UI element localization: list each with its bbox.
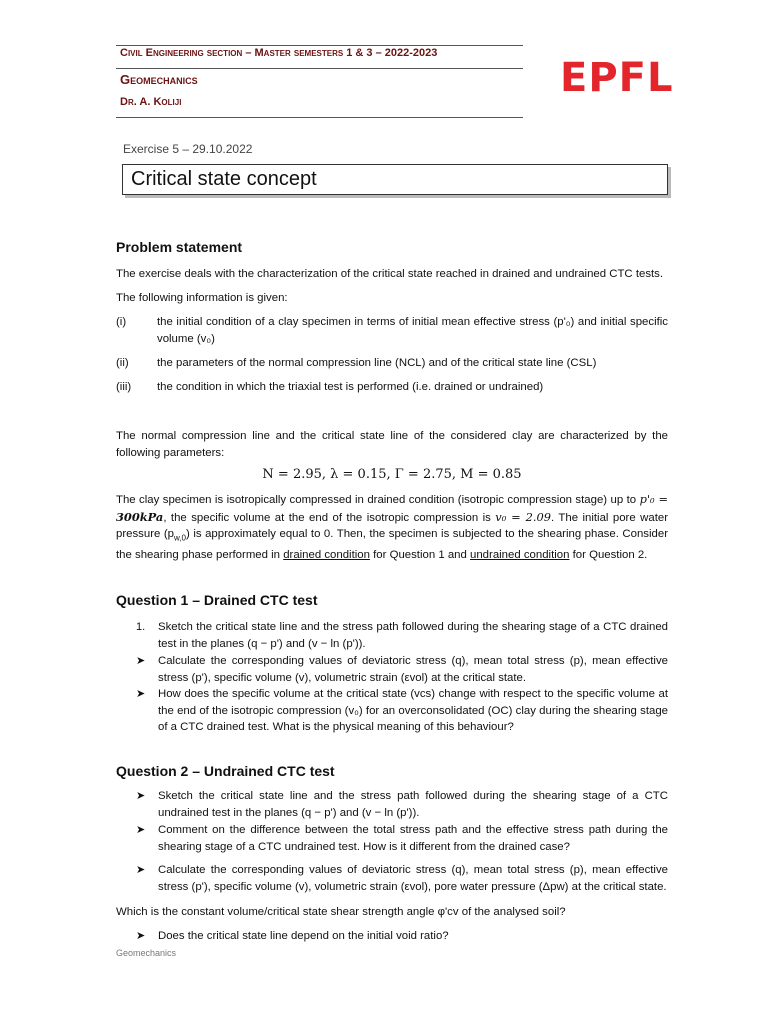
header-rule-3	[116, 117, 523, 118]
shear-angle-question: Which is the constant volume/critical state shear strength angle φ'cv of the analysed soil?	[116, 906, 566, 918]
given-item-iii	[116, 379, 668, 397]
problem-heading: Problem statement	[116, 239, 243, 255]
q2-item-4	[116, 928, 668, 946]
arrow-bullet-icon: ➤	[136, 790, 146, 802]
arrow-bullet-icon: ➤	[136, 930, 146, 942]
q1-item-3	[116, 686, 668, 736]
q1-item-1	[116, 619, 668, 653]
arrow-bullet-icon: ➤	[136, 864, 146, 876]
item-label: (ii)	[116, 357, 129, 369]
intro-paragraph-2: The following information is given:	[116, 292, 288, 304]
lecturer-name: Dr. A. Koliji	[120, 96, 182, 108]
arrow-bullet-icon: ➤	[136, 688, 146, 700]
item-text: Calculate the corresponding values of deviatoric stress (q), mean total stress (p), mean effective stress (p'), specific volume (v), volumetric strain (εvol), pore water pressure (Δpw) at the critical state.	[158, 864, 668, 893]
parameters-equation: N = 2.95, λ = 0.15, Γ = 2.75, M = 0.85	[262, 467, 522, 482]
q2-item-2	[116, 822, 668, 856]
item-text: Comment on the difference between the total stress path and the effective stress path during the shearing stage of a CTC undrained test. How is it different from the drained case?	[158, 824, 668, 853]
epfl-logo: EPFL	[560, 55, 674, 101]
q2-item-3	[116, 862, 668, 896]
q1-item-2	[116, 653, 668, 687]
question-1-heading: Question 1 – Drained CTC test	[116, 592, 318, 608]
title-box	[122, 164, 668, 195]
arrow-bullet-icon: ➤	[136, 655, 146, 667]
item-text: Sketch the critical state line and the stress path followed during the shearing stage of a CTC drained test in the planes (q − p') and (v − ln (p')).	[158, 621, 668, 650]
header-rule-top	[116, 45, 523, 46]
specimen-paragraph: The clay specimen is isotropically compressed in drained condition (isotropic compression stage) up to p'₀ = 300kPa, the specific volume at the end of the isotropic compression is v₀ = 2.09. The initial pore water pressure $(p_{w,0})$ is approximately equal to 0. Then, the specimen is subjected to the shearing phase. Consider the shearing phase performed in drained condition for Question 1 and undrained condition for Question 2.	[116, 492, 668, 561]
given-item-ii	[116, 355, 668, 373]
item-text: Sketch the critical state line and the stress path followed during the shearing stage of a CTC undrained test in the planes (q − p') and (v − ln (p')).	[158, 790, 668, 819]
item-text: Does the critical state line depend on the initial void ratio?	[158, 930, 449, 942]
item-text: Calculate the corresponding values of deviatoric stress (q), mean total stress (p), mean effective stress (p'), specific volume (v), volumetric strain (εvol) at the critical state.	[158, 655, 668, 684]
q2-item-1	[116, 788, 668, 822]
section-label: Civil Engineering section – Master semesters 1 & 3 – 2022-2023	[120, 47, 438, 59]
item-label: 1.	[136, 621, 146, 633]
page-footer: Geomechanics	[116, 948, 177, 958]
exercise-title: Critical state concept	[131, 168, 317, 190]
question-2-heading: Question 2 – Undrained CTC test	[116, 763, 335, 779]
item-text: How does the specific volume at the critical state (vcs) change with respect to the specific volume at the end of the isotropic compression (v₀) for an overconsolidated (OC) clay during the shearing stage of a CTC drained test. What is the physical meaning of this behaviour?	[158, 688, 668, 733]
exercise-label: Exercise 5 – 29.10.2022	[123, 142, 253, 156]
arrow-bullet-icon: ➤	[136, 824, 146, 836]
course-title: Geomechanics	[120, 72, 198, 87]
parameters-paragraph: The normal compression line and the critical state line of the considered clay are characterized by the following parameters:	[116, 430, 668, 459]
intro-paragraph-1: The exercise deals with the characterization of the critical state reached in drained and undrained CTC tests.	[116, 268, 664, 280]
given-item-i	[116, 314, 668, 348]
item-text: the condition in which the triaxial test is performed (i.e. drained or undrained)	[157, 381, 544, 393]
item-text: the parameters of the normal compression line (NCL) and of the critical state line (CSL)	[157, 357, 597, 369]
header-rule-2	[116, 68, 523, 69]
item-label: (iii)	[116, 381, 132, 393]
item-label: (i)	[116, 316, 127, 328]
item-text: the initial condition of a clay specimen in terms of initial mean effective stress (p'₀) and initial specific volume (v₀)	[157, 316, 668, 345]
